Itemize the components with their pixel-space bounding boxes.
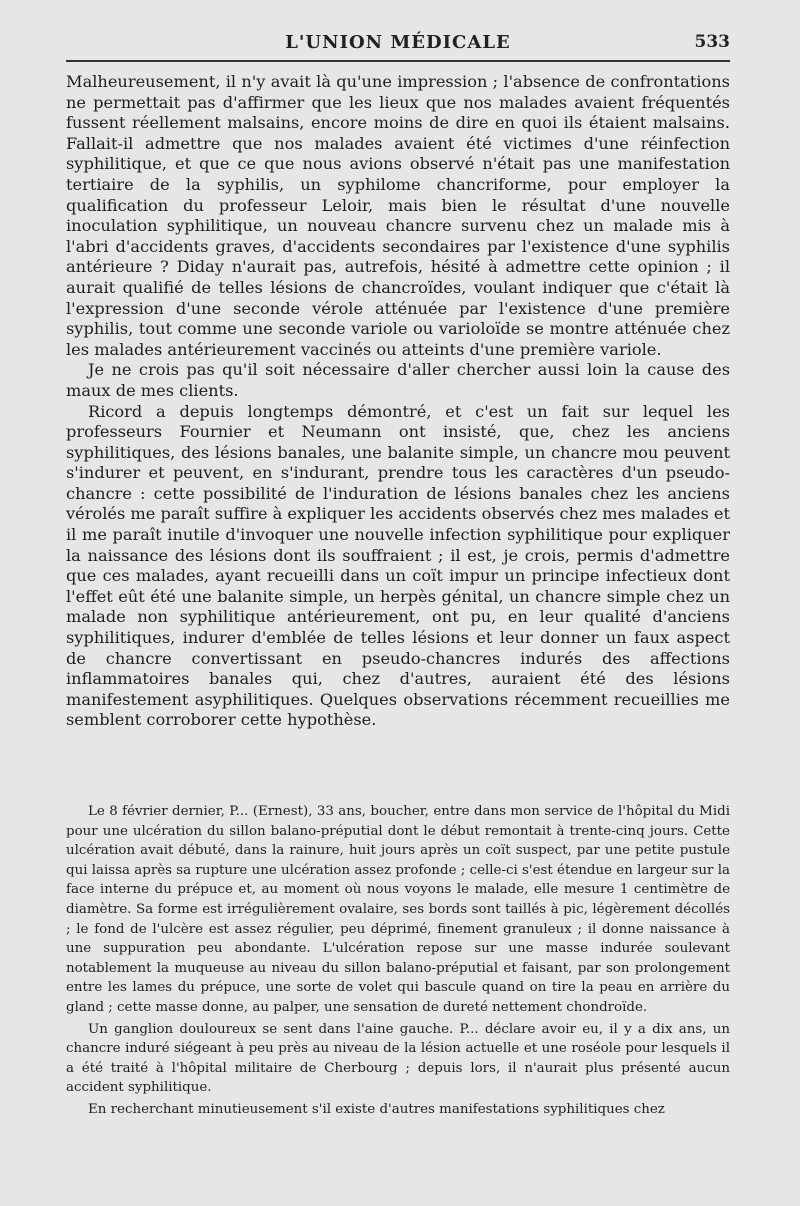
running-head: L'UNION MÉDICALE	[285, 32, 511, 53]
paragraph: Ricord a depuis longtemps démontré, et c'est un fait sur lequel les professeurs Fournier et Neumann ont insisté, que, chez les anciens syphilitiques, des lésions banales, une balanite simple, un chancre mou peuvent s'indurer et peuvent, en s'indurant, prendre tous les caractères d'un pseudo-chancre : cette possibilité de l'induration de lésions banales chez les anciens vérolés me paraît suffire à expliquer les accidents observés chez mes malades et il me paraît inutile d'invoquer une nouvelle infection syphilitique pour expliquer la naissance des lésions dont ils souffraient ; il est, je crois, permis d'admettre que ces malades, ayant recueilli dans un coït impur un principe infectieux dont l'effet eût été une balanite simple, un herpès génital, un chancre simple chez un malade non syphilitique antérieurement, ont pu, en leur qualité d'anciens syphilitiques, indurer d'emblée de telles lésions et leur donner un faux aspect de chancre convertissant en pseudo-chancres indurés des affections inflammatoires banales qui, chez d'autres, auraient été des lésions manifestement asyphilitiques. Quelques observations récemment recueillies me semblent corroborer cette hypothèse.	[66, 401, 730, 730]
paragraph: Je ne crois pas qu'il soit nécessaire d'aller chercher aussi loin la cause des maux de mes clients.	[66, 360, 730, 400]
case-paragraph: En recherchant minutieusement s'il existe d'autres manifestations syphilitiques chez	[88, 1101, 665, 1117]
paragraph: Malheureusement, il n'y avait là qu'une impression ; l'absence de confrontations ne permettait pas d'affirmer que les lieux que nos malades avaient fréquentés fussent réellement malsains, encore moins de dire en quoi ils étaient malsains. Fallait-il admettre que nos malades avaient été victimes d'une réinfection syphilitique, et que ce que nous avions observé n'était pas une manifestation tertiaire de la syphilis, un syphilome chancriforme, pour employer la qualification du professeur Leloir, mais bien le résultat d'une nouvelle inoculation syphilitique, un nouveau chancre survenu chez un malade mis à l'abri d'accidents graves, d'accidents secondaires par l'existence d'une syphilis antérieure ? Diday n'aurait pas, autrefois, hésité à admettre cette opinion ; il aurait qualifié de telles lésions de chancroïdes, voulant indiquer que c'était là l'expression d'une seconde vérole atténuée par l'existence d'une première syphilis, tout comme une seconde variole ou varioloïde se montre atténuée chez les malades antérieurement vaccinés ou atteints d'une première variole.	[66, 72, 730, 359]
case-paragraph: Un ganglion douloureux se sent dans l'aine gauche. P... déclare avoir eu, il y a dix ans, un chancre induré siégeant à peu près au niveau de la lésion actuelle et une roséole pour lesquels il a été traité à l'hôpital militaire de Cherbourg ; depuis lors, il n'aurait plus présenté aucun accident syphilitique.	[66, 1021, 730, 1096]
case-observation	[66, 802, 730, 1120]
page-header	[66, 24, 730, 62]
main-text	[66, 72, 730, 731]
case-paragraph: Le 8 février dernier, P... (Ernest), 33 ans, boucher, entre dans mon service de l'hôpital du Midi pour une ulcération du sillon balano-préputial dont le début remontait à trente-cinq jours. Cette ulcération avait débuté, dans la rainure, huit jours après un coït suspect, par une petite pustule qui laissa après sa rupture une ulcération assez profonde ; celle-ci s'est étendue en largeur sur la face interne du prépuce et, au moment où nous voyons le malade, elle mesure 1 centimètre de diamètre. Sa forme est irrégulièrement ovalaire, ses bords sont taillés à pic, légèrement décollés ; le fond de l'ulcère est assez régulier, peu déprimé, finement granuleux ; il donne naissance à une suppuration peu abondante. L'ulcération repose sur une masse indurée soulevant notablement la muqueuse au niveau du sillon balano-préputial et faisant, par son prolongement entre les lames du prépuce, une sorte de volet qui bascule quand on tire la peau en arrière du gland ; cette masse donne, au palper, une sensation de dureté nettement chondroïde.	[66, 804, 730, 1015]
page-number: 533	[694, 32, 730, 52]
